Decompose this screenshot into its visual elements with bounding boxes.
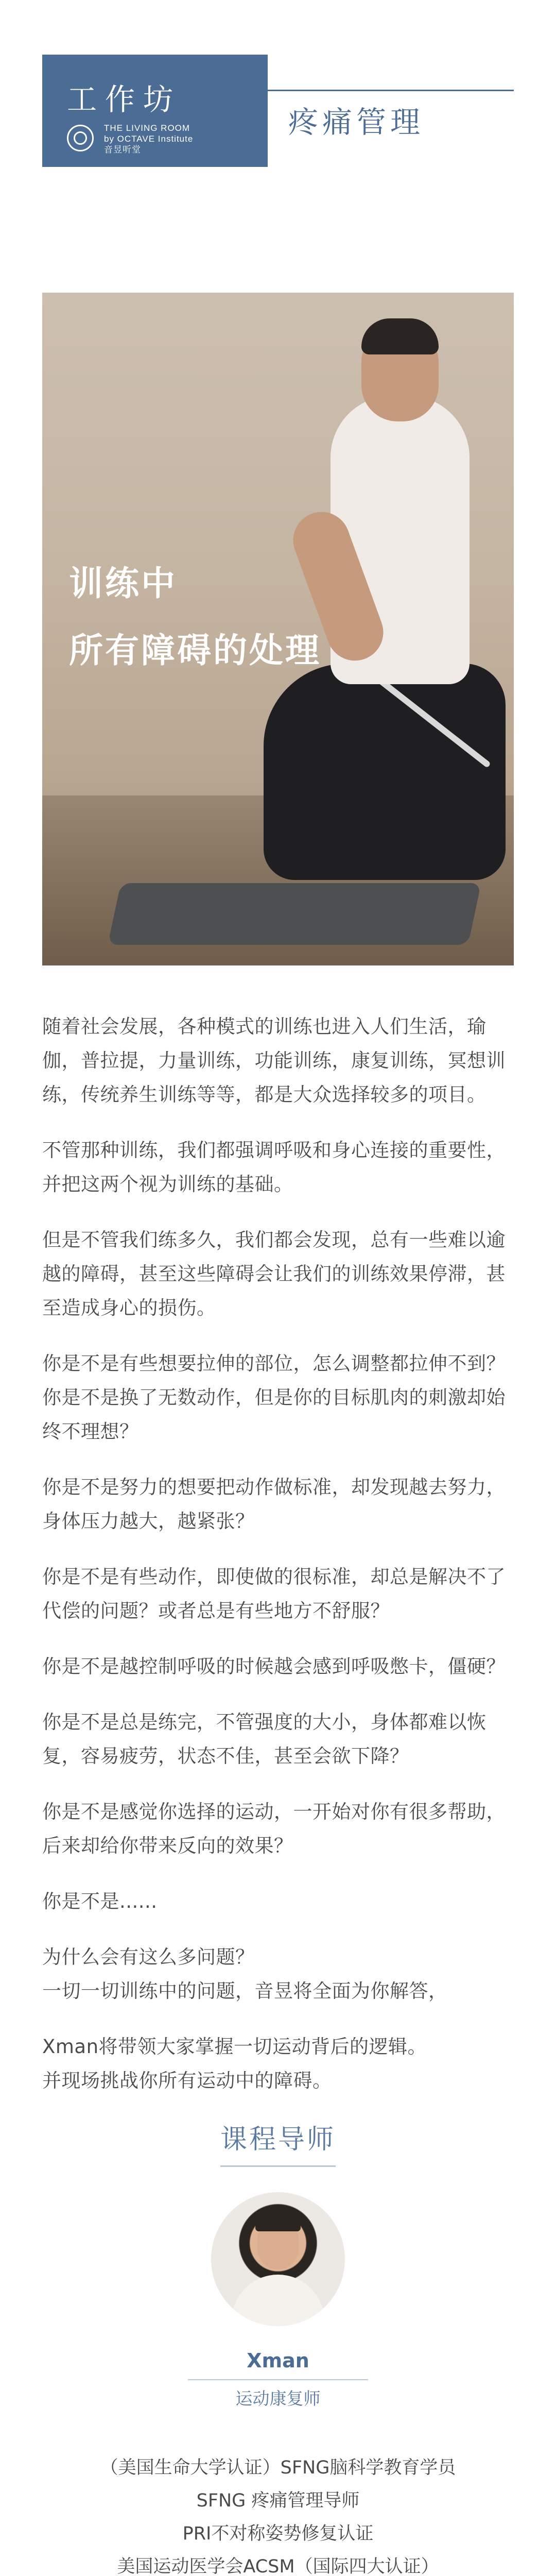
coach-section-header: [0, 2117, 556, 2167]
coach-section-title: 课程导师: [220, 2117, 336, 2167]
intro-paragraph: 你是不是......: [42, 1890, 158, 1912]
avatar-hair: [255, 2213, 301, 2231]
hero-caption: [69, 550, 321, 684]
intro-paragraph: 不管那种训练，我们都强调呼吸和身心连接的重要性，并把这两个视为训练的基础。: [42, 1139, 506, 1195]
credential-item: 美国运动医学会ACSM（国际四大认证）: [117, 2556, 439, 2576]
intro-text: [42, 1010, 514, 2120]
intro-paragraph: 你是不是有些动作，即使做的很标准，却总是解决不了代偿的问题？或者总是有些地方不舒服？: [42, 1566, 506, 1622]
logo-subtitle: [104, 123, 193, 155]
hero-person-hair: [361, 318, 439, 354]
header-divider: [268, 90, 514, 91]
intro-paragraph: 随着社会发展，各种模式的训练也进入人们生活，瑜伽，普拉提，力量训练，功能训练，康复训练，冥想训练，传统养生训练等等，都是大众选择较多的项目。: [42, 1015, 506, 1106]
logo-mark-icon: [67, 125, 94, 151]
credential-item: （美国生命大学认证）SFNG脑科学教育学员: [100, 2458, 456, 2478]
coach-credentials: [67, 2451, 489, 2576]
coach-role: 运动康复师: [235, 2388, 321, 2409]
intro-paragraph: 你是不是有些想要拉伸的部位，怎么调整都拉伸不到？你是不是换了无数动作，但是你的目标肌肉的刺激却始终不理想？: [42, 1352, 506, 1443]
hero-person-legs: [264, 664, 506, 880]
hero-caption-line1: 训练中: [69, 564, 177, 603]
page-header: [0, 0, 556, 165]
credential-item: PRI不对称姿势修复认证: [182, 2523, 374, 2544]
intro-paragraph: 你是不是努力的想要把动作做标准，却发现越去努力，身体压力越大，越紧张？: [42, 1476, 506, 1532]
page-title: 疼痛管理: [288, 105, 425, 140]
hero-image: [42, 293, 514, 965]
coach-divider: [188, 2379, 368, 2380]
credential-item: SFNG 疼痛管理导师: [196, 2490, 360, 2511]
avatar-shirt: [232, 2275, 324, 2326]
coach-avatar: [211, 2192, 345, 2326]
hero-yoga-mat: [108, 883, 481, 945]
logo-sub-line1: THE LIVING ROOM: [104, 123, 190, 133]
intro-paragraph: 为什么会有这么多问题？ 一切一切训练中的问题，音昱将全面为你解答，: [42, 1946, 448, 2002]
intro-paragraph: Xman将带领大家掌握一切运动背后的逻辑。 并现场挑战你所有运动中的障碍。: [42, 2036, 427, 2092]
intro-paragraph: 你是不是感觉你选择的运动，一开始对你有很多帮助，后来却给你带来反向的效果？: [42, 1801, 506, 1857]
intro-paragraph: 但是不管我们练多久，我们都会发现，总有一些难以逾越的障碍，甚至这些障碍会让我们的训练效果停滞，甚至造成身心的损伤。: [42, 1229, 506, 1319]
logo-sub-line2: by OCTAVE Institute: [104, 134, 194, 144]
intro-paragraph: 你是不是越控制呼吸的时候越会感到呼吸憋卡，僵硬？: [42, 1655, 506, 1677]
logo-title: 工作坊: [67, 82, 182, 117]
intro-paragraph: 你是不是总是练完，不管强度的大小，身体都难以恢复，容易疲劳，状态不佳，甚至会欲下降？: [42, 1711, 486, 1767]
logo-sub-line3: 音昱听堂: [104, 145, 141, 155]
hero-caption-line2: 所有障碍的处理: [69, 631, 321, 670]
coach-name: Xman: [247, 2349, 309, 2372]
logo[interactable]: [42, 55, 268, 167]
